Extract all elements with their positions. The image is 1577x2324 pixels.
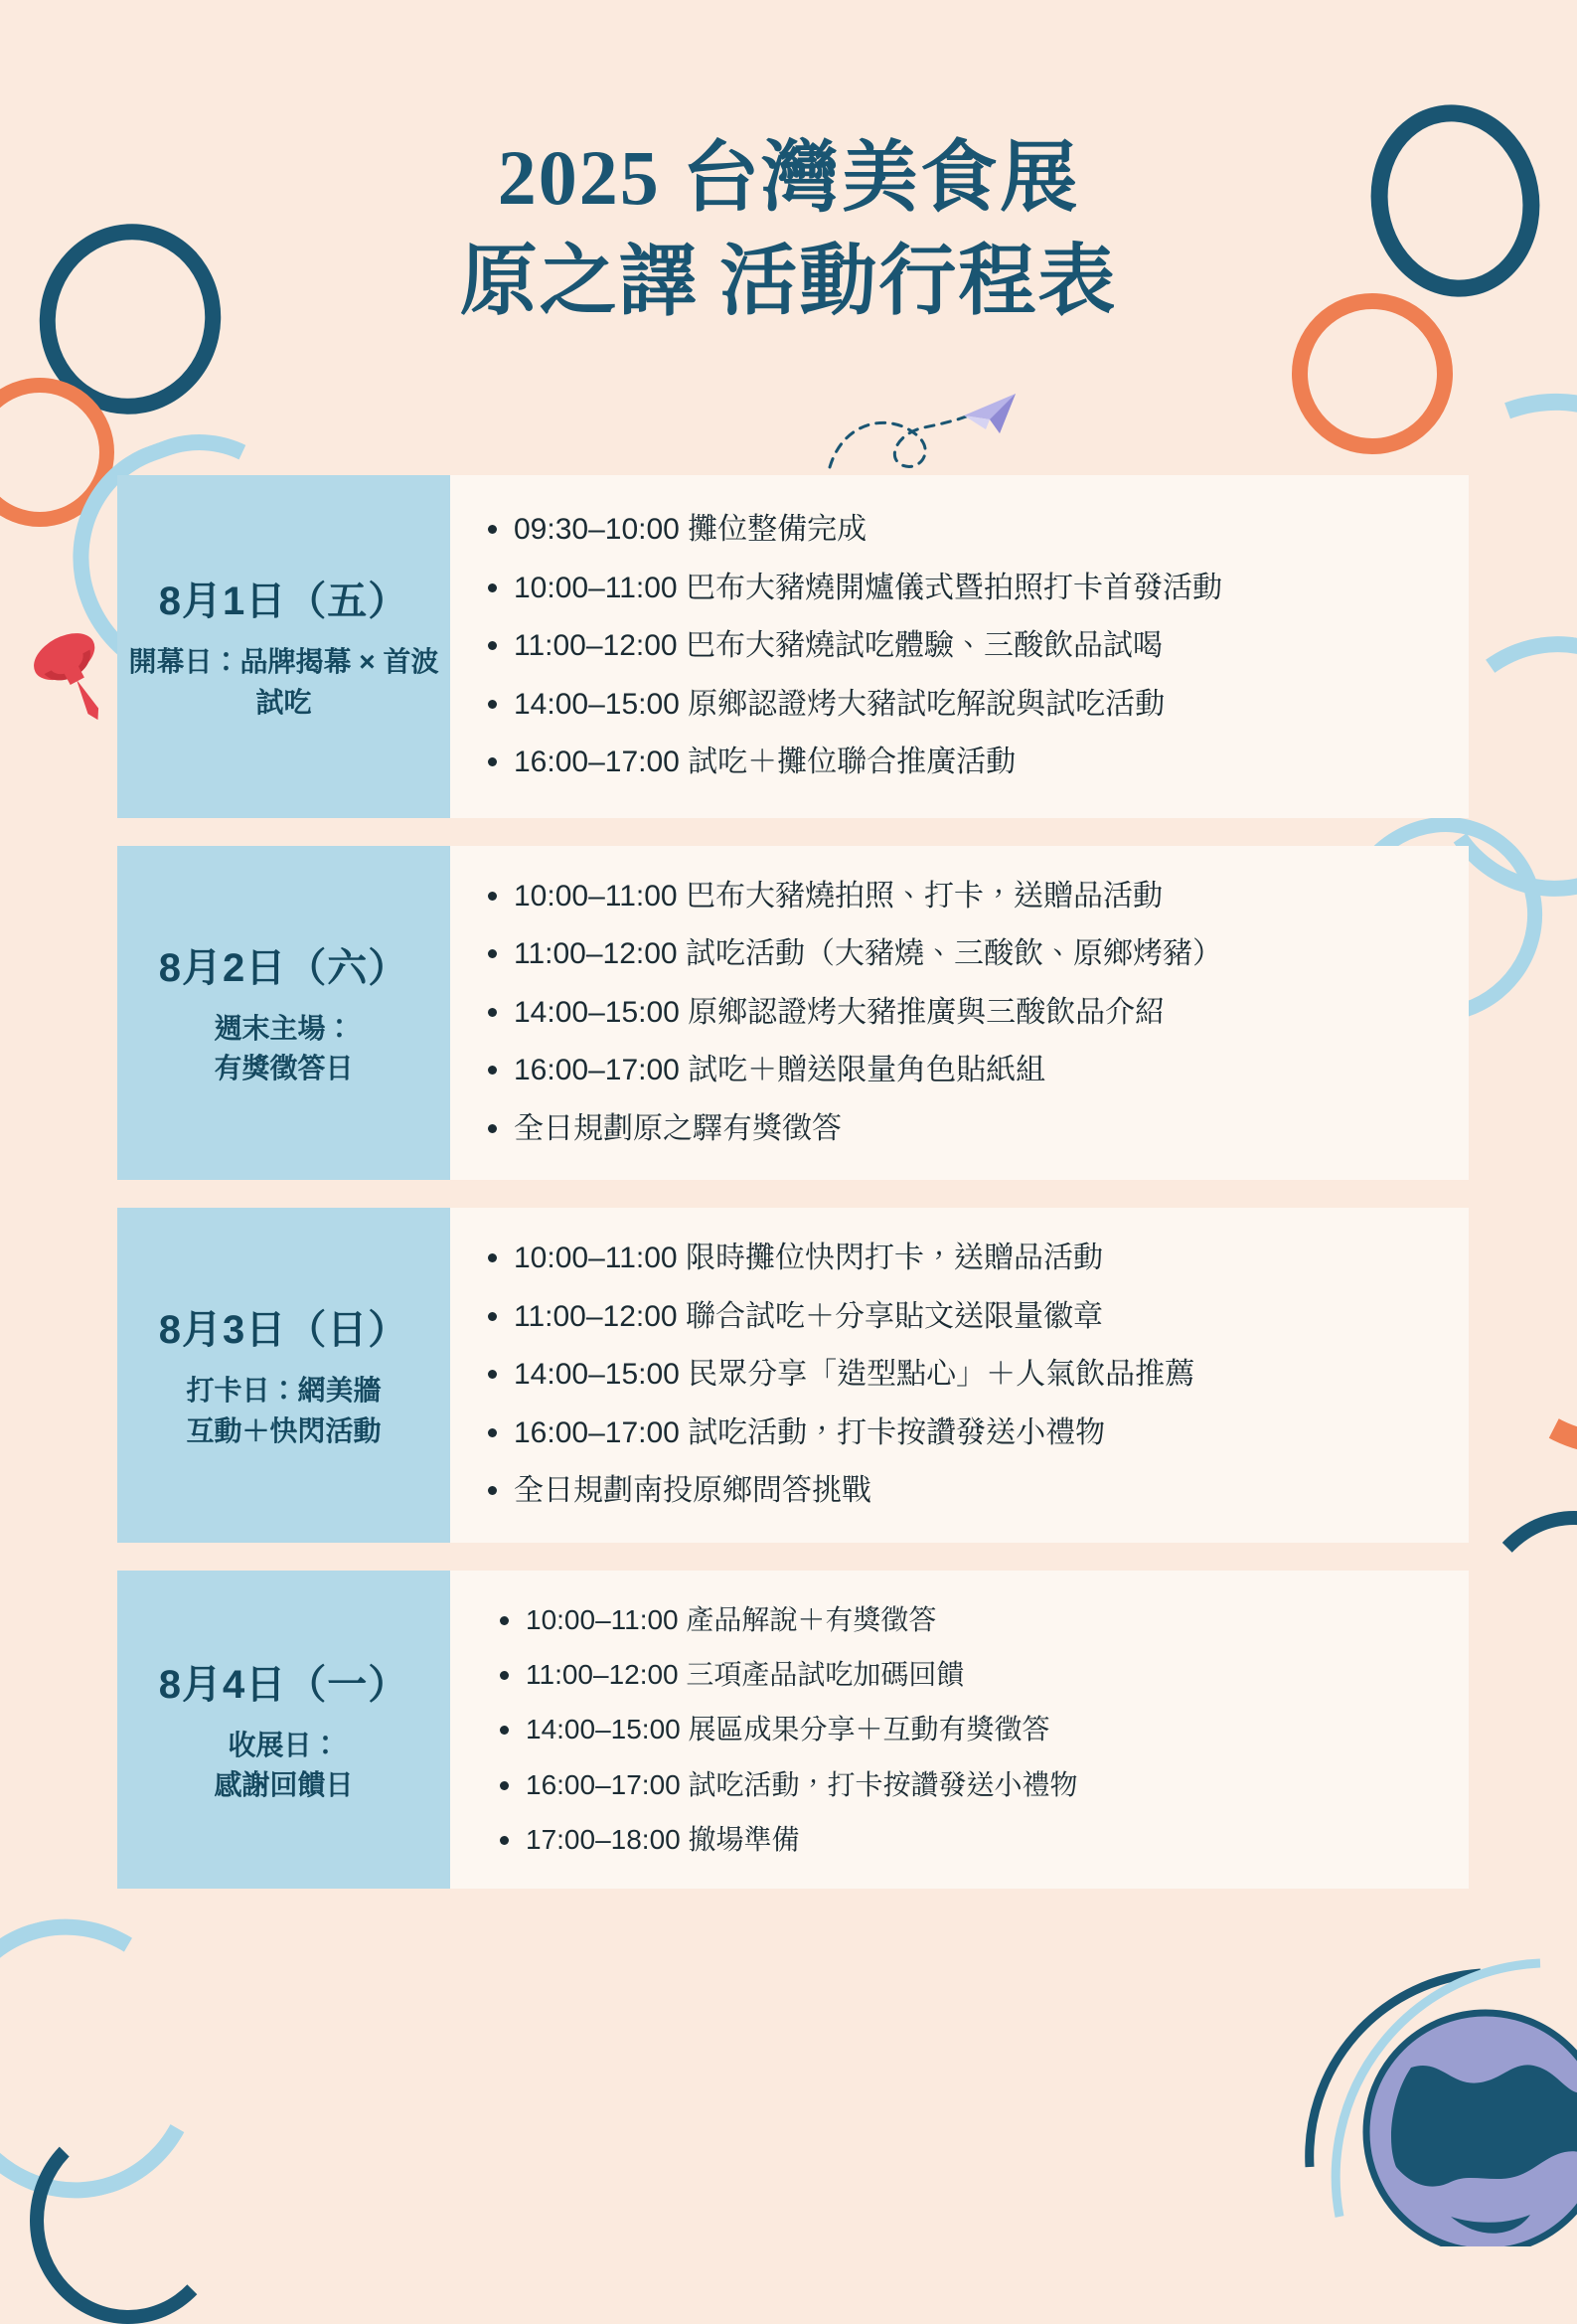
schedule-day-subtitle: 開幕日：品牌揭幕 × 首波試吃 bbox=[128, 646, 439, 718]
schedule-item: 16:00–17:00 試吃＋攤位聯合推廣活動 bbox=[480, 740, 1443, 786]
page-header bbox=[0, 129, 1577, 329]
schedule-day-subtitle: 收展日： 感謝回饋日 bbox=[214, 1729, 354, 1801]
schedule-item: 11:00–12:00 試吃活動（大豬燒、三酸飲、原鄉烤豬） bbox=[480, 931, 1443, 978]
schedule-day-items bbox=[450, 475, 1469, 818]
pin-icon bbox=[15, 616, 134, 736]
schedule-item: 11:00–12:00 三項產品試吃加碼回饋 bbox=[492, 1653, 1443, 1696]
schedule-day-subtitle: 週末主場： 有獎徵答日 bbox=[214, 1012, 354, 1084]
schedule-item: 10:00–11:00 巴布大豬燒開爐儀式暨拍照打卡首發活動 bbox=[480, 566, 1443, 612]
schedule-day-items bbox=[450, 1208, 1469, 1543]
schedule-item: 全日規劃南投原鄉問答挑戰 bbox=[480, 1468, 1443, 1515]
schedule-item: 17:00–18:00 撤場準備 bbox=[492, 1818, 1443, 1861]
decorative-arc-dark-bottomright bbox=[1471, 1511, 1577, 1738]
schedule-day-label bbox=[117, 1208, 450, 1543]
schedule-day-row bbox=[117, 1571, 1469, 1890]
schedule-item: 09:30–10:00 攤位整備完成 bbox=[480, 507, 1443, 554]
decorative-arc-lightblue-bottomleft bbox=[0, 1890, 233, 2228]
schedule-day-subtitle: 打卡日：網美牆 互動＋快閃活動 bbox=[186, 1375, 382, 1446]
globe-icon bbox=[1292, 1918, 1577, 2246]
schedule-item: 14:00–15:00 展區成果分享＋互動有獎徵答 bbox=[492, 1708, 1443, 1750]
schedule-item: 14:00–15:00 民眾分享「造型點心」＋人氣飲品推薦 bbox=[480, 1352, 1443, 1399]
schedule-day-items bbox=[450, 1571, 1469, 1890]
schedule-table bbox=[117, 475, 1469, 1916]
schedule-item: 10:00–11:00 產品解說＋有獎徵答 bbox=[492, 1598, 1443, 1641]
schedule-day-label bbox=[117, 475, 450, 818]
schedule-day-date: 8月3日（日） bbox=[158, 1308, 409, 1353]
schedule-day-date: 8月2日（六） bbox=[158, 945, 409, 990]
schedule-day-date: 8月1日（五） bbox=[158, 580, 409, 624]
schedule-day-label bbox=[117, 1571, 450, 1890]
schedule-day-items bbox=[450, 846, 1469, 1181]
schedule-day-row bbox=[117, 1208, 1469, 1543]
schedule-item: 16:00–17:00 試吃活動，打卡按讚發送小禮物 bbox=[492, 1763, 1443, 1806]
schedule-item: 16:00–17:00 試吃活動，打卡按讚發送小禮物 bbox=[480, 1411, 1443, 1457]
decorative-ring-orange-topleft bbox=[0, 378, 114, 527]
schedule-item: 11:00–12:00 聯合試吃＋分享貼文送限量徽章 bbox=[480, 1294, 1443, 1341]
schedule-day-row bbox=[117, 846, 1469, 1181]
schedule-item: 11:00–12:00 巴布大豬燒試吃體驗、三酸飲品試喝 bbox=[480, 623, 1443, 670]
schedule-item: 10:00–11:00 巴布大豬燒拍照、打卡，送贈品活動 bbox=[480, 874, 1443, 920]
schedule-day-row bbox=[117, 475, 1469, 818]
schedule-day-date: 8月4日（一） bbox=[158, 1662, 409, 1707]
schedule-day-label bbox=[117, 846, 450, 1181]
schedule-item: 全日規劃原之驛有獎徵答 bbox=[480, 1106, 1443, 1153]
schedule-item: 14:00–15:00 原鄉認證烤大豬試吃解說與試吃活動 bbox=[480, 682, 1443, 729]
decorative-arc-dark-bottomleft bbox=[30, 2117, 227, 2324]
schedule-item: 14:00–15:00 原鄉認證烤大豬推廣與三酸飲品介紹 bbox=[480, 990, 1443, 1037]
page-title-line-2: 原之譯 活動行程表 bbox=[459, 237, 1118, 324]
schedule-item: 10:00–11:00 限時攤位快閃打卡，送贈品活動 bbox=[480, 1236, 1443, 1282]
schedule-item: 16:00–17:00 試吃＋贈送限量角色貼紙組 bbox=[480, 1048, 1443, 1094]
page-title-line-1: 2025 台灣美食展 bbox=[497, 134, 1080, 221]
